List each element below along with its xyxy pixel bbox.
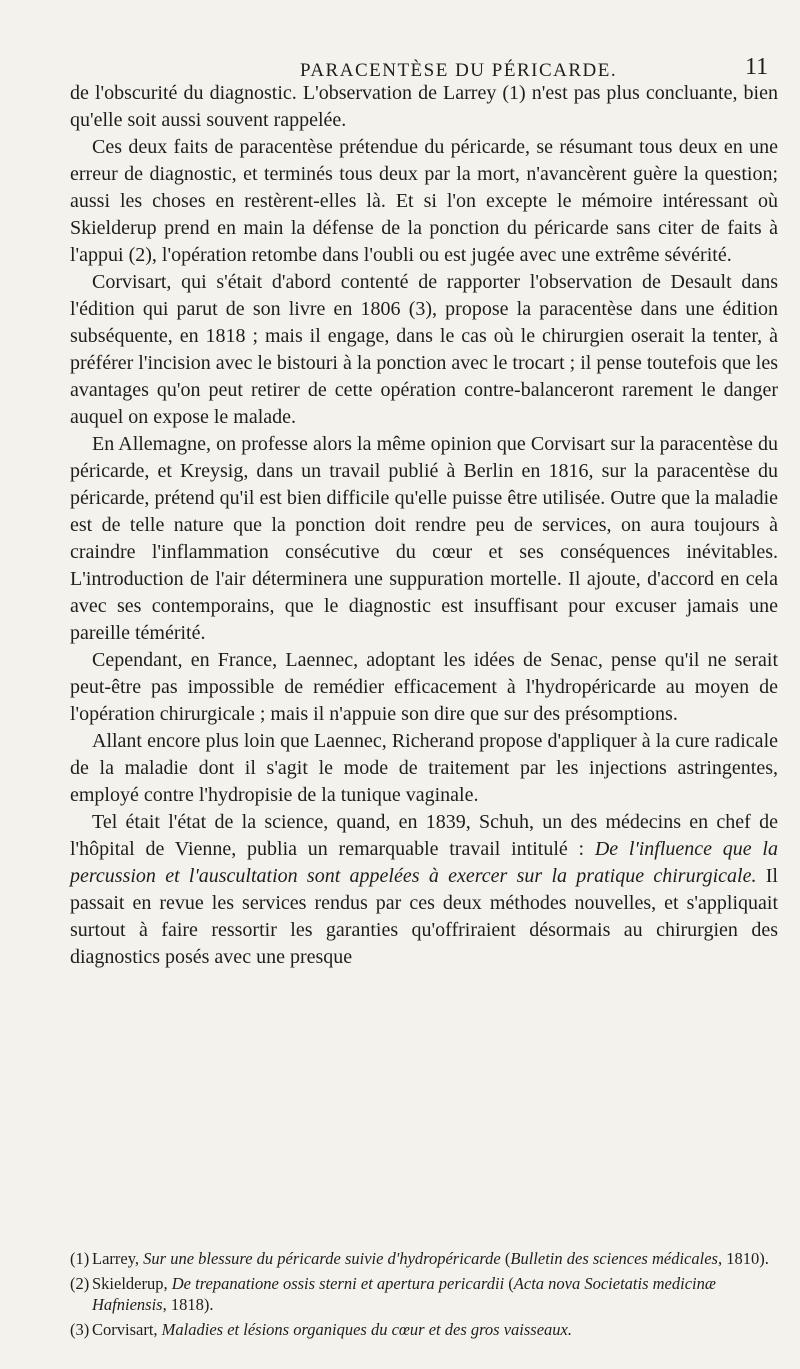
paragraph-text: Il passait en revue les services rendus par ces deux méthodes nouvelles, et s'appliquait surtout à faire ressortir les garanties qu'offriraient désormais au chirurgien des diagnostics posés avec une presque bbox=[70, 865, 778, 968]
footnote-text: ( bbox=[504, 1273, 514, 1293]
footnote-marker: (2) bbox=[70, 1273, 90, 1293]
footnote-title: Maladies et lésions organiques du cœur et des gros vaisseaux. bbox=[161, 1319, 572, 1339]
paragraph-text: Tel était l'état de la science, quand, en 1839, Schuh, un des médecins en chef de l'hôpital de Vienne, publia un remarquable travail intitulé : bbox=[70, 811, 778, 860]
paragraph-continuation: de l'obscurité du diagnostic. L'observation de Larrey (1) n'est pas plus concluante, bien qu'elle soit aussi souvent rappelée. bbox=[70, 82, 778, 131]
paragraph bbox=[70, 809, 778, 971]
footnote-source: Acta nova Societatis medicinæ Hafniensis bbox=[92, 1273, 716, 1314]
footnote-author: Skielderup, bbox=[92, 1273, 172, 1293]
footnote-title: De trepanatione ossis sterni et apertura pericardii bbox=[171, 1273, 505, 1293]
footnote bbox=[70, 1248, 778, 1270]
footnote-marker: (1) bbox=[70, 1249, 90, 1268]
body-text bbox=[70, 80, 778, 971]
running-title: PARACENTÈSE DU PÉRICARDE. bbox=[300, 60, 618, 81]
footnote bbox=[70, 1273, 778, 1316]
footnote-text: ( bbox=[500, 1249, 511, 1268]
paragraph: Ces deux faits de paracentèse prétendue du péricarde, se résumant tous deux en une erreur de diagnostic, et terminés tous deux par la mort, n'avancèrent guère la question; aussi les choses en restèrent-elles là. Et si l'on excepte le mémoire intéressant où Skielderup prend en main la défense de la ponction du péricarde sans citer de faits à l'appui (2), l'opération retombe dans l'oubli ou est jugée avec une extrême sévérité. bbox=[70, 136, 778, 266]
paragraph: Allant encore plus loin que Laennec, Richerand propose d'appliquer à la cure radicale de la maladie dont il s'agit le mode de traitement par les injections astringentes, employé contre l'hydropisie de la tunique vaginale. bbox=[70, 730, 778, 806]
footnote-marker: (3) bbox=[70, 1319, 90, 1339]
footnote-text: , 1818). bbox=[162, 1295, 214, 1314]
footnote-text: , 1810). bbox=[717, 1249, 769, 1268]
footnote bbox=[70, 1319, 778, 1341]
paragraph: Cependant, en France, Laennec, adoptant les idées de Senac, pense qu'il ne serait peut-être pas impossible de remédier efficacement à l'hydropéricarde au moyen de l'opération chirurgicale ; mais il n'appuie son dire que sur des présomptions. bbox=[70, 649, 778, 725]
paragraph: Corvisart, qui s'était d'abord contenté de rapporter l'observation de Desault dans l'édition qui parut de son livre en 1806 (3), propose la paracentèse dans une édition subséquente, en 1818 ; mais il engage, dans le cas où le chirurgien oserait la tenter, à préférer l'incision avec le bistouri à la ponction avec le trocart ; il pense toutefois que les avantages qu'on peut retirer de cette opération contre-balanceront rarement le danger auquel on expose le malade. bbox=[70, 271, 778, 428]
page-number: 11 bbox=[745, 54, 769, 80]
footnote-title: Sur une blessure du péricarde suivie d'hydropéricarde bbox=[143, 1249, 501, 1268]
footnote-author: Larrey, bbox=[92, 1249, 144, 1268]
footnotes bbox=[70, 1248, 778, 1341]
footnote-author: Corvisart, bbox=[92, 1319, 162, 1339]
footnote-source: Bulletin des sciences médicales bbox=[510, 1249, 718, 1268]
cited-work-title: De l'influence que la percussion et l'auscultation sont appelées à exercer sur la pratique chirurgicale. bbox=[70, 838, 778, 887]
paragraph: En Allemagne, on professe alors la même opinion que Corvisart sur la paracentèse du péricarde, et Kreysig, dans un travail publié à Berlin en 1816, sur la paracentèse du péricarde, prétend qu'il est bien difficile qu'elle puisse être utilisée. Outre que la maladie est de telle nature que la ponction doit rendre peu de services, on aura toujours à craindre l'inflammation consécutive du cœur et ses conséquences inévitables. L'introduction de l'air déterminera une suppuration mortelle. Il ajoute, d'accord en cela avec ses contemporains, que le diagnostic est insuffisant pour excuser jamais une pareille témérité. bbox=[70, 433, 778, 644]
